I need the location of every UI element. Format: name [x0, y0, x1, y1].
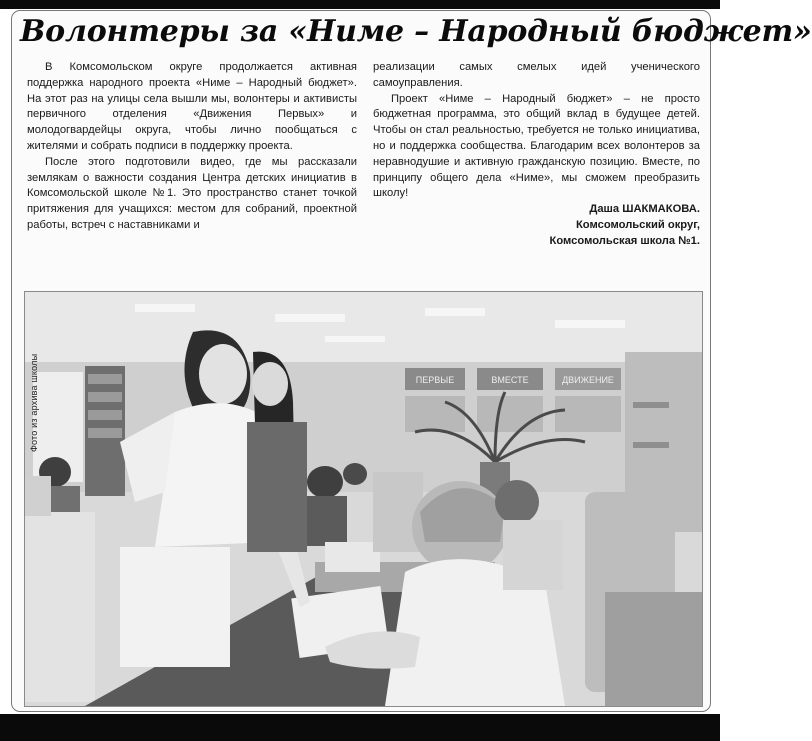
photo-credit: Фото из архива школы [29, 353, 39, 452]
article-photo [24, 291, 703, 707]
bottom-border [0, 714, 720, 741]
article-signature [373, 202, 700, 249]
wall-sign-text: ВМЕСТЕ [491, 375, 529, 385]
wall-sign-text: ПЕРВЫЕ [415, 375, 455, 385]
article-paragraph: После этого подготовили видео, где мы рассказали землякам о важности создания Центра детских инициатив в Комсомольской школе №1. Это пространство станет точкой притяжения для учащихся: местом для собраний, проектной работы, встреч с наставниками и [27, 155, 357, 231]
author-district: Комсомольский округ, [575, 218, 700, 231]
article-headline: Волонтеры за «Ниме – Народный бюджет» [20, 14, 812, 49]
article-paragraph: В Комсомольском округе продолжается активная поддержка народного проекта «Ниме – Народный бюджет». На этот раз на улицы села вышли мы, волонтеры и активисты первичного отделения «Движения Первых» и молодогвардейцы округа, чтобы лично пообщаться с жителями и собрать подписи в поддержку проекта. [27, 61, 357, 152]
article-paragraph: Проект «Ниме – Народный бюджет» – не просто бюджетная программа, это общий вклад в будущее детей. Чтобы он стал реальностью, требуется не только инициатива, но и поддержка сообщества. Благодарим всех волонтеров за неравнодушие и активную гражданскую позицию. Вместе, по принципу общего дела «Ниме», мы сможем преобразить школу! [373, 92, 700, 200]
article-column-left [27, 60, 357, 234]
author-school: Комсомольская школа №1. [549, 234, 700, 247]
wall-sign-text: ДВИЖЕНИЕ [562, 375, 614, 385]
article-column-right [373, 60, 700, 250]
article-paragraph-continuation: реализации самых смелых идей ученического самоуправления. [373, 61, 700, 89]
author-name: Даша ШАКМАКОВА. [589, 203, 700, 216]
top-border [0, 0, 720, 9]
